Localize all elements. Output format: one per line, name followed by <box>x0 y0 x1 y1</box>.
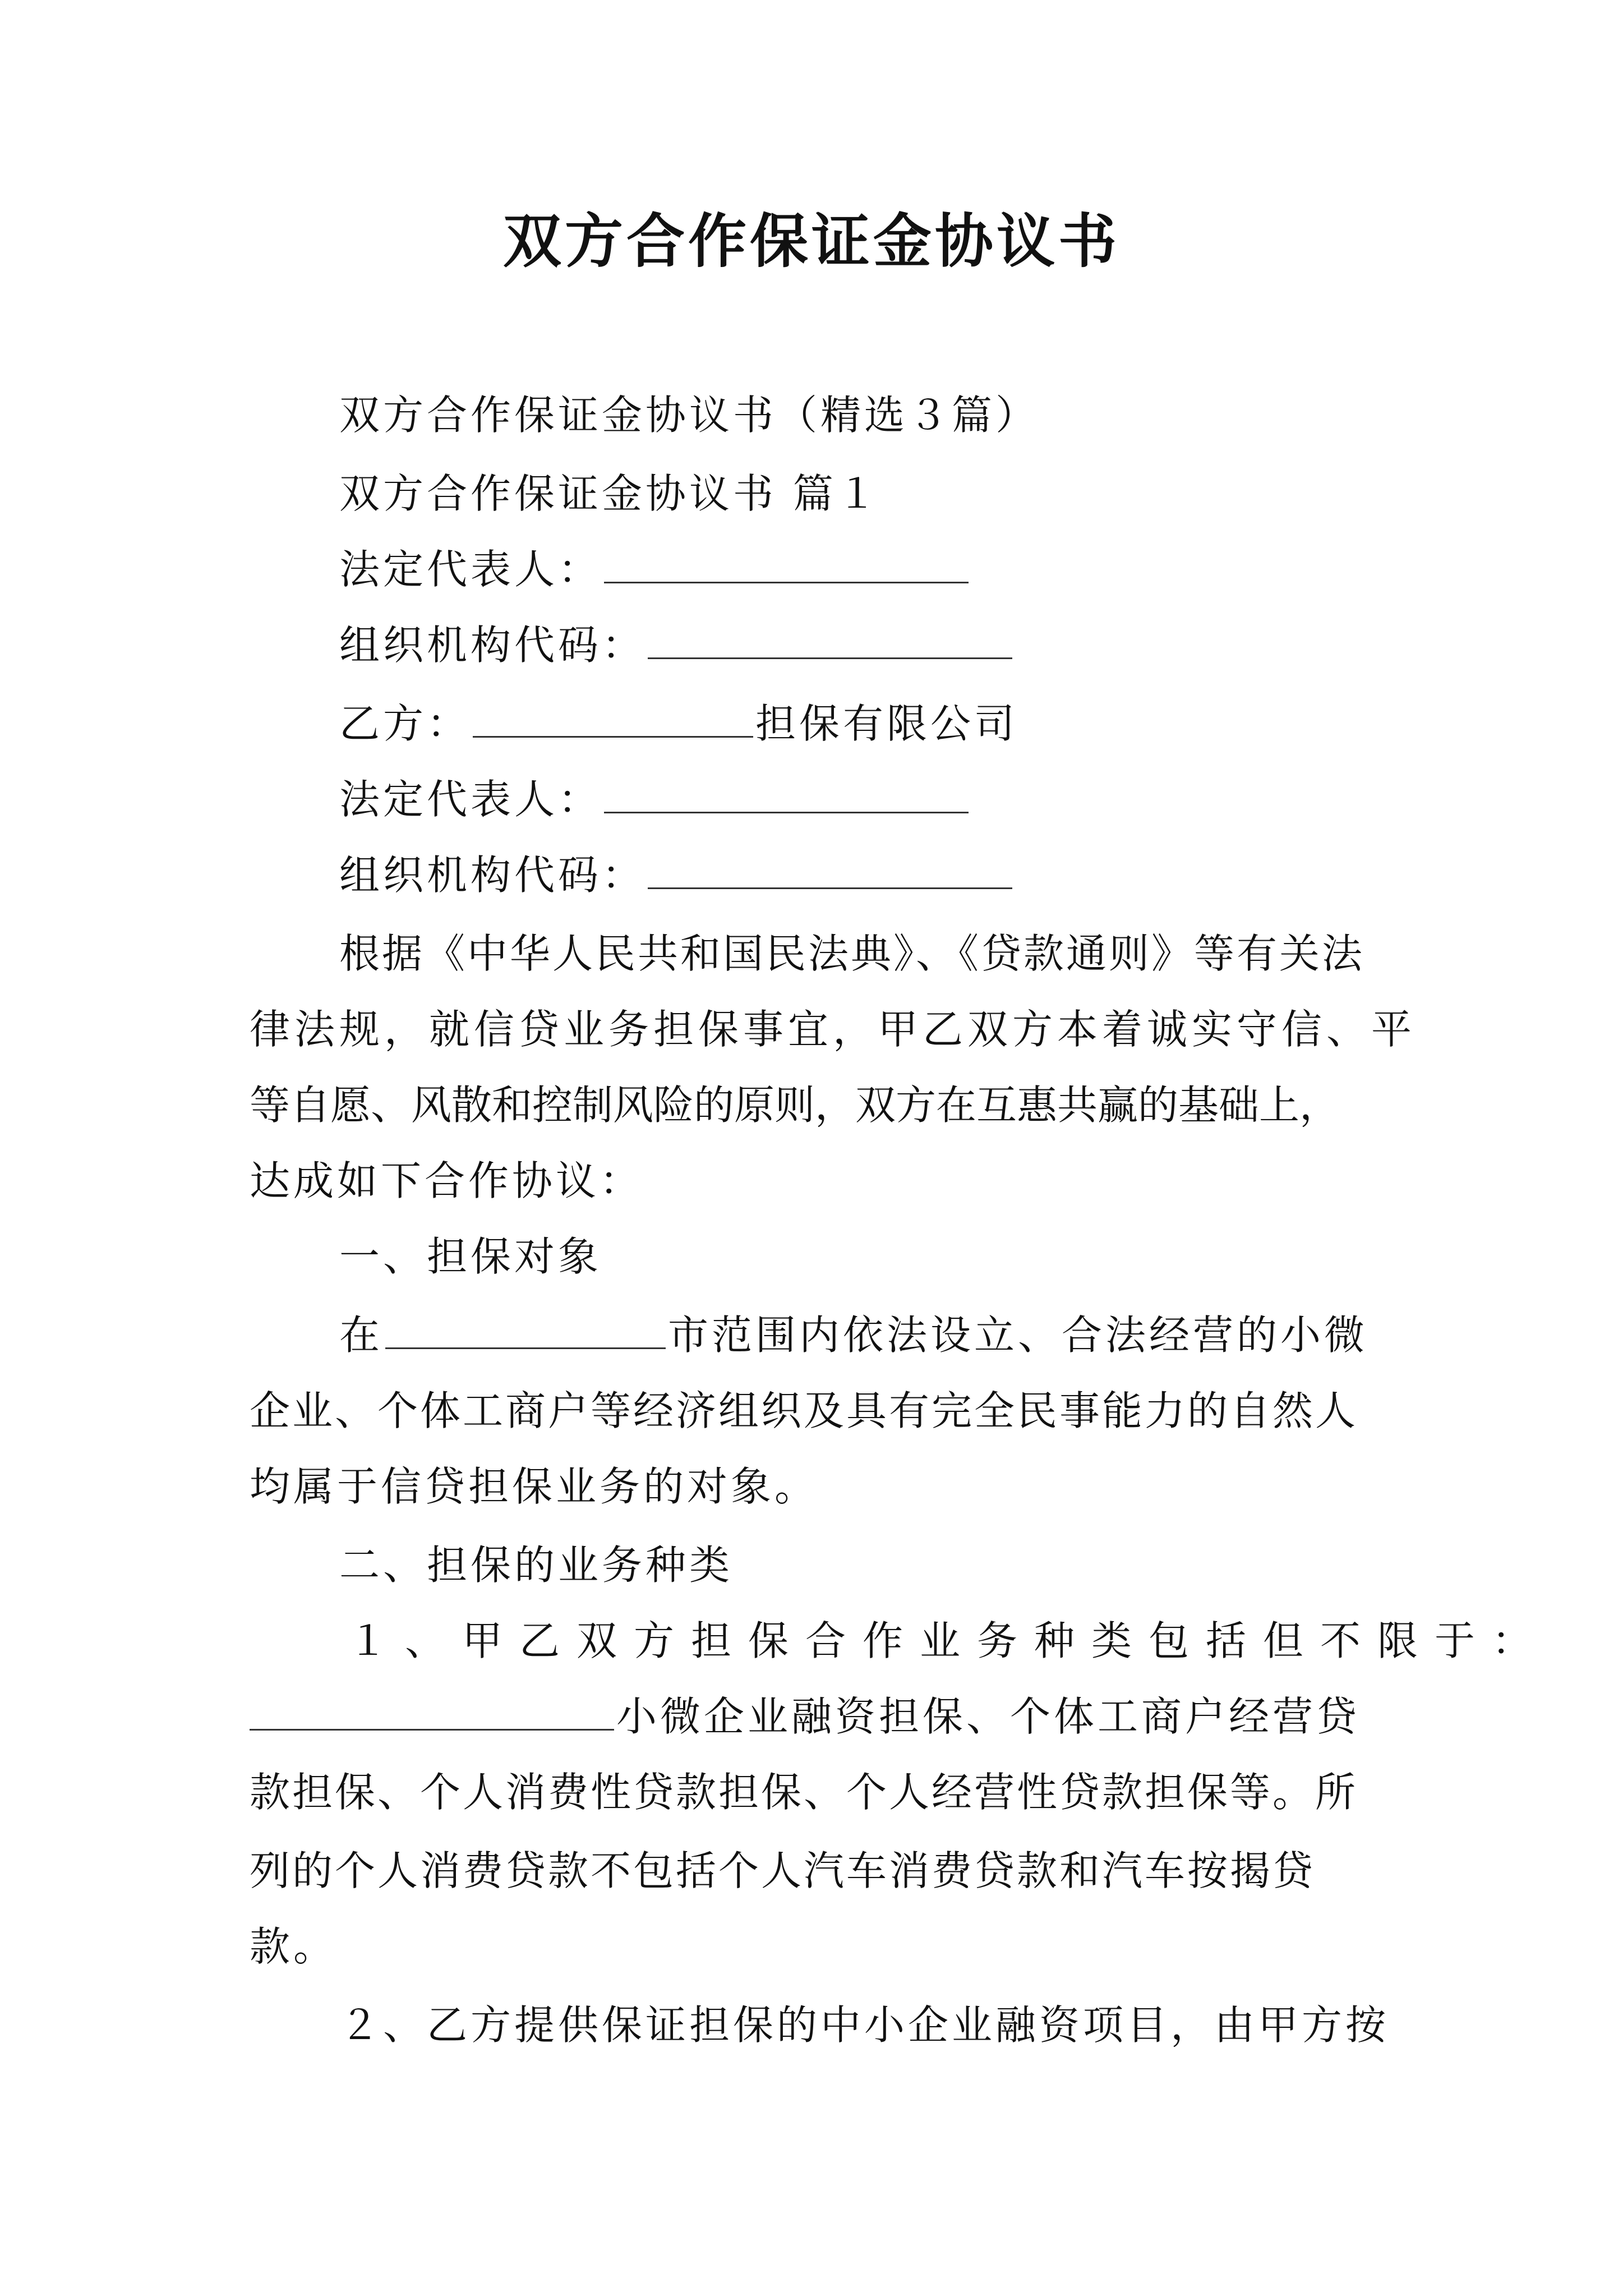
party-b-blank <box>473 697 753 738</box>
org-code-blank <box>648 848 1012 889</box>
legal-rep-label: 法定代表人： <box>339 546 602 593</box>
party-b-line <box>339 696 1478 752</box>
legal-rep-blank <box>604 772 969 813</box>
org-code-blank <box>648 618 1012 659</box>
paragraph-line: 款。 <box>250 1923 338 1970</box>
paragraph-line: 款担保、个人消费性贷款担保、个人经营性贷款担保等。所 <box>250 1769 1358 1816</box>
paragraph-line: １、甲乙双方担保合作业务种类包括但不限于： <box>348 1617 1550 1664</box>
paragraph-line: 企业、个体工商户等经济组织及具有完全民事能力的自然人 <box>250 1387 1358 1434</box>
paragraph-line: 列的个人消费贷款不包括个人汽车消费贷款和汽车按揭贷 <box>250 1847 1316 1894</box>
paragraph-line: 根据《中华人民共和国民法典》、《贷款通则》等有关法 <box>339 930 1365 977</box>
section-heading: 二、担保的业务种类 <box>339 1542 734 1589</box>
paragraph-line: 达成如下合作协议： <box>250 1157 644 1204</box>
paragraph-line: 律法规，就信贷业务担保事宜，甲乙双方本着诚实守信、平 <box>250 1006 1417 1053</box>
paragraph-line: 均属于信贷担保业务的对象。 <box>250 1463 819 1510</box>
paragraph-line: 在 市范围内依法设立、合法经营的小微 <box>339 1307 1478 1363</box>
party-b-company: 担保有限公司 <box>755 700 1018 747</box>
paragraph-line: 等自愿、风散和控制风险的原则，双方在互惠共赢的基础上， <box>250 1082 1340 1129</box>
party-b-label: 乙方： <box>339 700 471 747</box>
section-heading: 一、担保对象 <box>339 1233 602 1280</box>
city-blank <box>385 1308 666 1349</box>
business-type-blank <box>250 1690 614 1731</box>
legal-rep-label: 法定代表人： <box>339 776 602 823</box>
paragraph-line: ２、乙方提供保证担保的中小企业融资项目，由甲方按 <box>339 2001 1390 2049</box>
subtitle: 双方合作保证金协议书（精选３篇） <box>339 392 1040 439</box>
org-code-label: 组织机构代码： <box>339 852 646 899</box>
paragraph-line: 小微企业融资担保、个体工商户经营贷 <box>250 1688 1388 1745</box>
legal-rep-line-b <box>339 771 1478 827</box>
section-heading: 双方合作保证金协议书 篇１ <box>339 470 880 517</box>
document-title: 双方合作保证金协议书 <box>502 206 1120 275</box>
org-code-line-b <box>339 847 1478 903</box>
legal-rep-line-a <box>339 541 1478 597</box>
org-code-label: 组织机构代码： <box>339 622 646 669</box>
legal-rep-blank <box>604 542 969 583</box>
org-code-line-a <box>339 617 1478 673</box>
